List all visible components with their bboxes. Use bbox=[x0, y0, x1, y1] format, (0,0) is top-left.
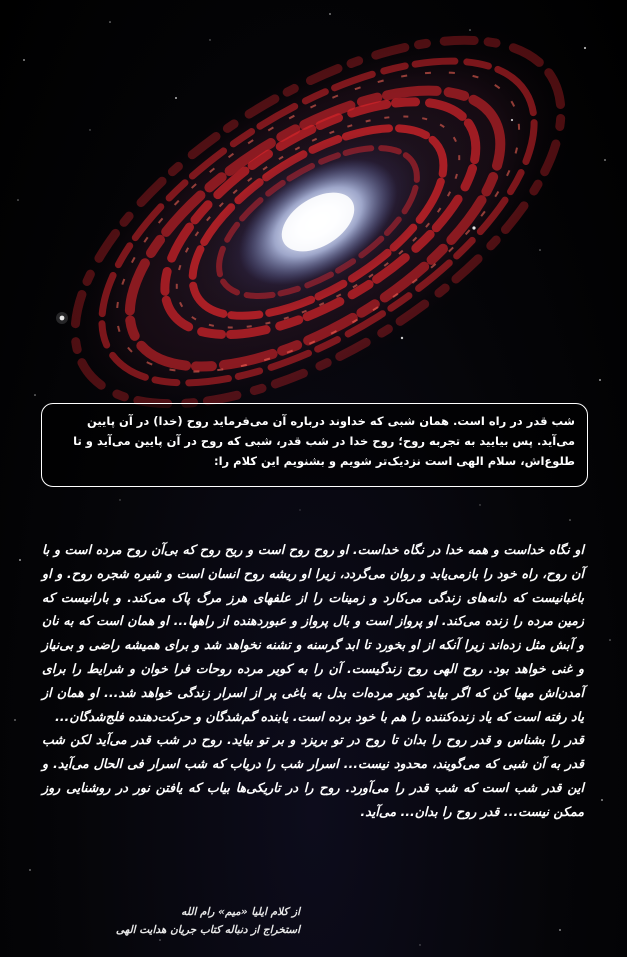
paragraph: او نگاه خداست و همه خدا در نگاه خداست. او روح روح است و ریح روح که بی‌آن روح مرده است و با آن روح، راه خود را بازمی‌یابد و روان می‌گردد، زیرا او ریشه روح انسان است و شیره شجره روح. و او باغبانیست که دانه‌های زندگی می‌کارد و زمینات را از علفهای هرز مرگ پاک می‌کند. و بارانیست که زمین مرده را زنده می‌کند. او پرواز است و بال پرواز و عبوردهنده از راهها... او همان است که به نان و آبش مثل زده‌اند زیرا آنکه از او بخورد تا ابد گرسنه و تشنه نخواهد شد و برای همیشه راضی و بی‌نیاز و غنی خواهد بود. روح الهی روح زندگیست. آن را به کویر مرده روحات فرا خوان و شرایط را برای آمدن‌اش مهیا کن که اگر بیاید کویر مرده‌ات بدل به باغی پر از اسرار زندگی خواهد شد... او همان از یاد رفته است که یاد زنده‌کننده را هم با خود برده است. یابنده گم‌شدگان و حرکت‌دهنده فلج‌شدگان... bbox=[42, 542, 584, 724]
intro-callout-box bbox=[41, 403, 588, 487]
galaxy-image bbox=[0, 0, 627, 420]
source-line: استخراج از دنباله کتاب جریان هدایت الهی bbox=[115, 924, 300, 936]
main-text bbox=[42, 538, 584, 824]
paragraph: قدر را بشناس و قدر روح را بدان تا روح در تو بریزد و بر تو بیاید. روح در شب قدر می‌آید لکن شب قدر به آن شبی که می‌گویند، محدود نیست... اسرار شب را دریاب که شب اسرار فی الحال می‌آید. و این قدر شب است که شب قدر را می‌آورد. روح را در تاریکی‌ها بیاب که یافتن نور در روشنایی روز ممکن نیست... قدر روح را بدان... می‌آید. bbox=[42, 732, 584, 819]
intro-text: شب قدر در راه است. همان شبی که خداوند درباره آن می‌فرماید روح (خدا) در آن پایین می‌آید. پس بیایید به تجربه روح؛ روح خدا در شب قدر، شبی که روح در آن پایین می‌آید و تا طلوع‌اش، سلام الهی است نزدیک‌تر شویم و بشنویم این کلام را: bbox=[73, 414, 575, 468]
attribution bbox=[40, 903, 300, 939]
author-line: از کلام ایلیا «میم» رام الله bbox=[181, 906, 300, 918]
